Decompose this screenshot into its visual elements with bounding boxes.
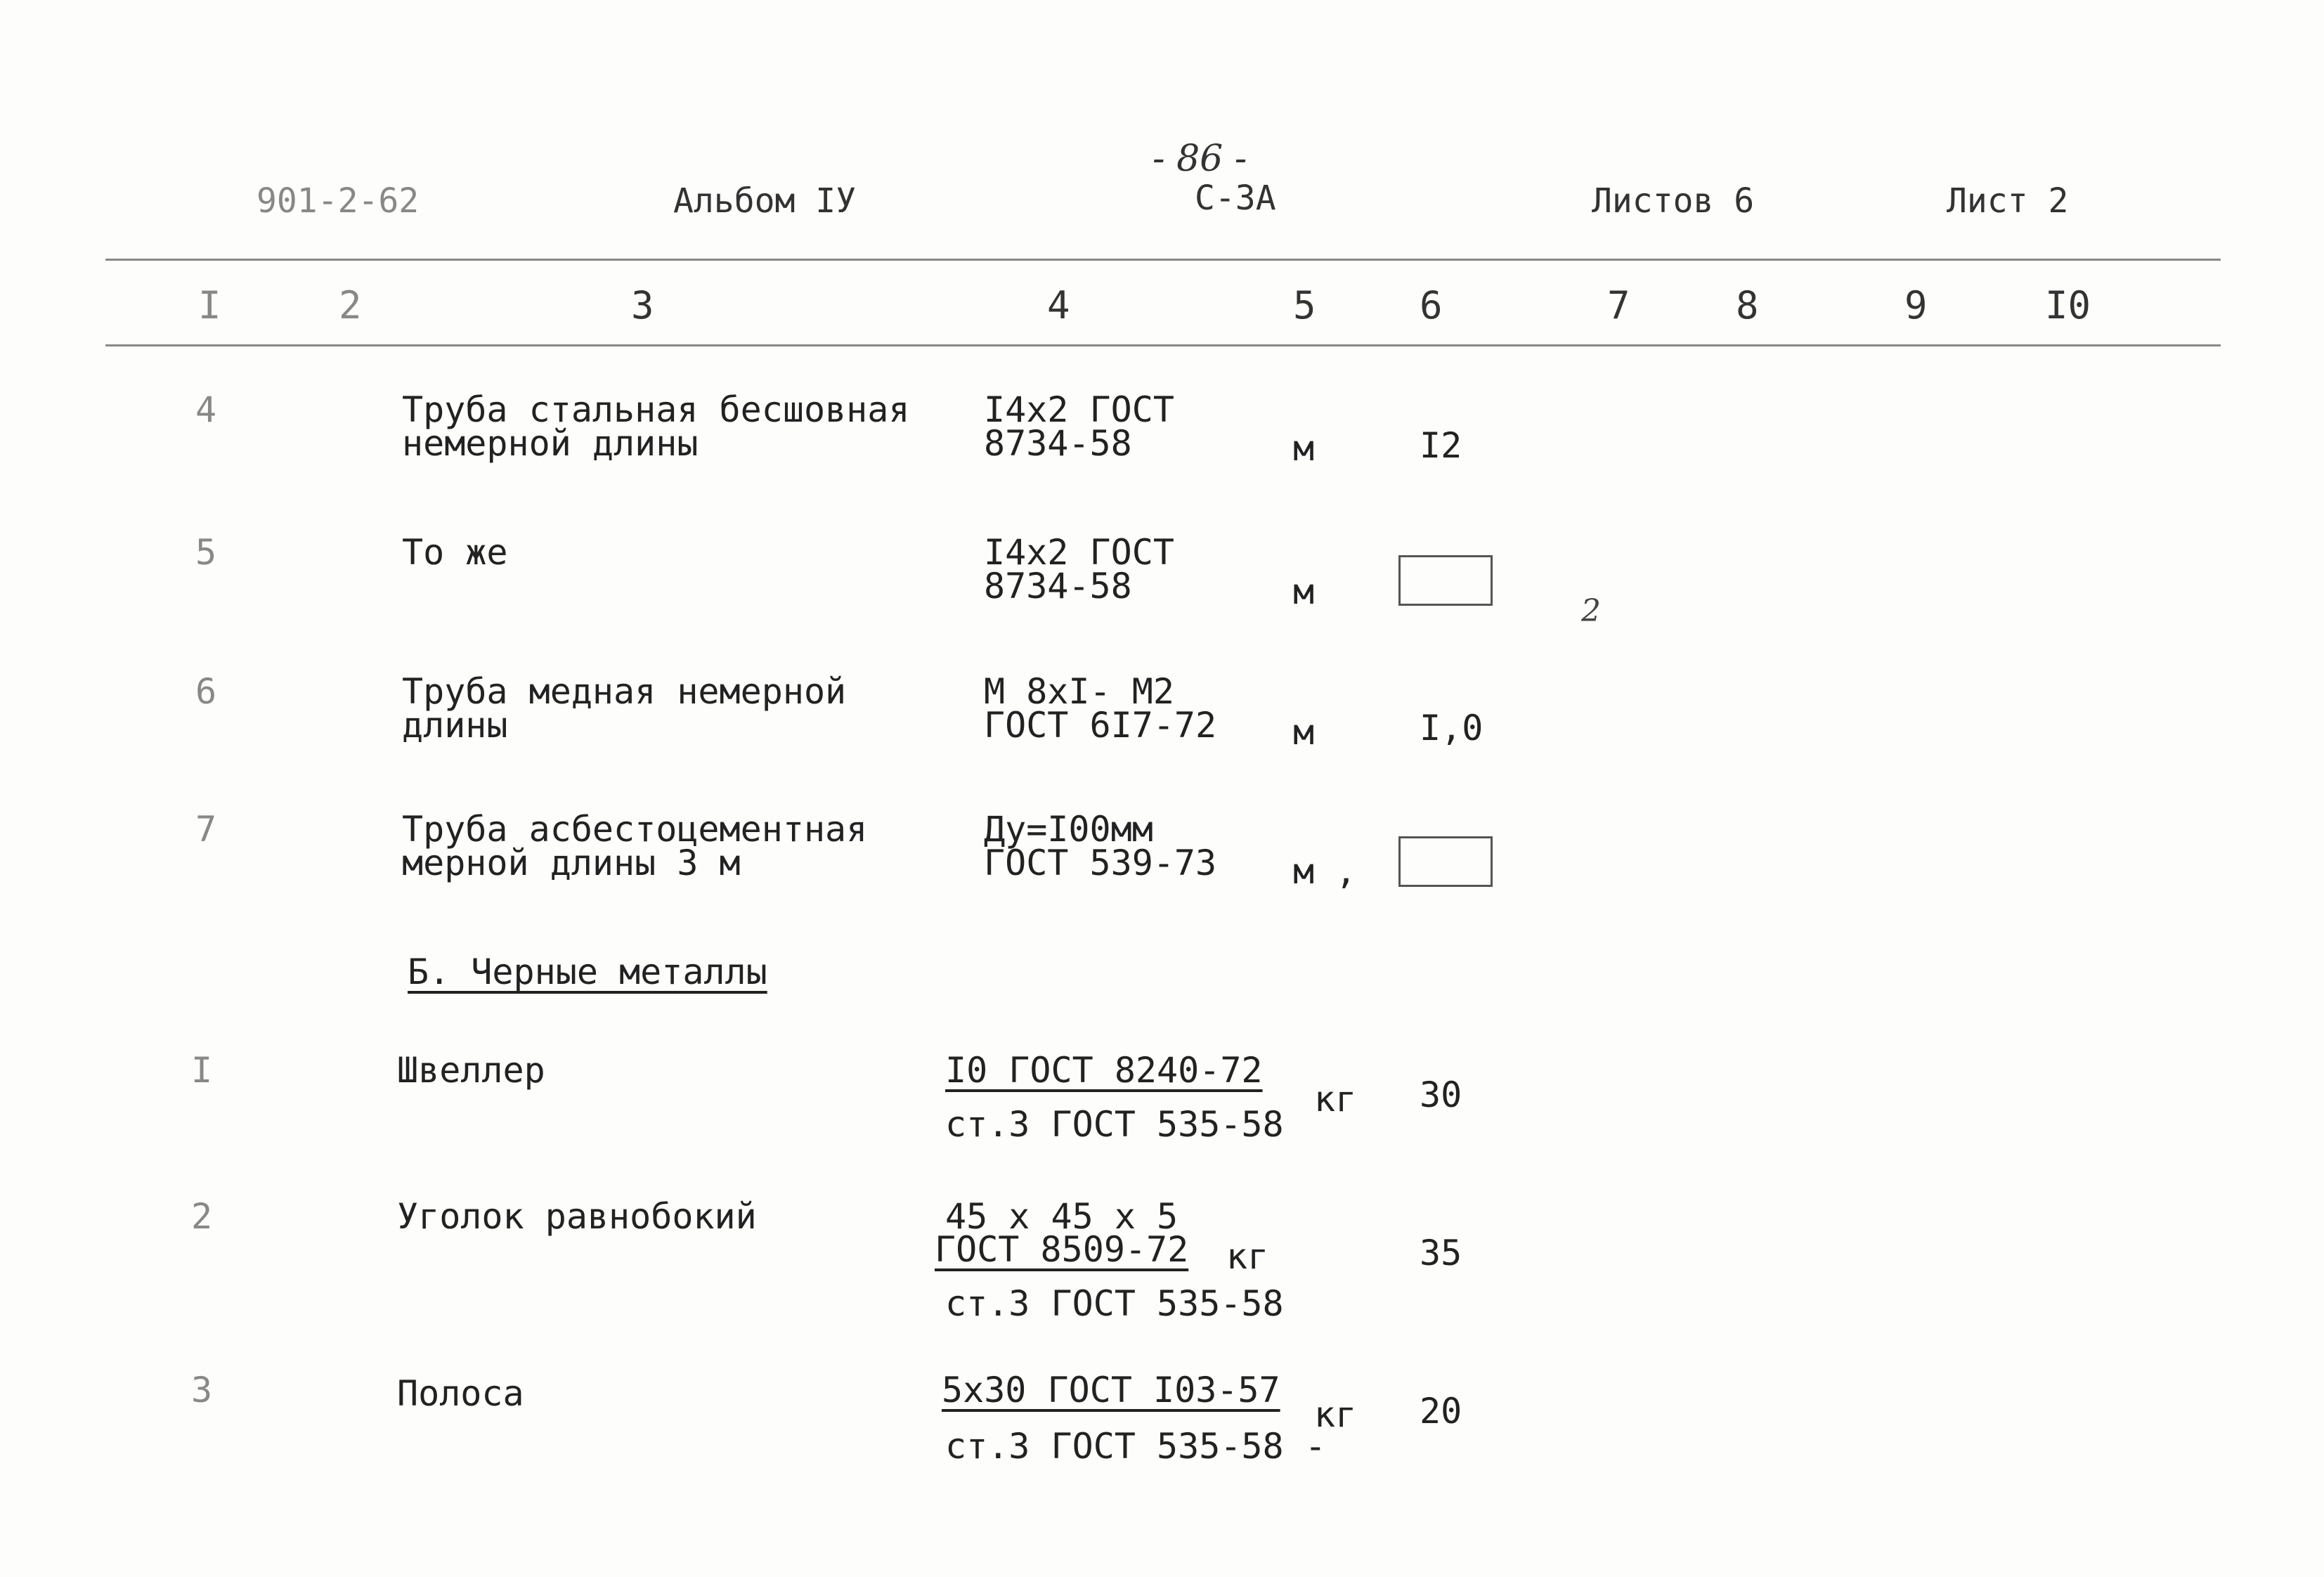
item-spec-line2: ст.3 ГОСТ 535-58 [945, 1283, 1284, 1324]
row-number: 3 [191, 1370, 213, 1410]
row-number: 5 [195, 532, 217, 573]
item-spec-line1: Ду=I00мм [984, 809, 1153, 850]
item-unit: м [1293, 571, 1315, 612]
column-header-6: 6 [1420, 283, 1443, 327]
item-quantity: I,0 [1420, 708, 1484, 748]
handwritten-mark: 2 [1581, 593, 1601, 629]
column-header-3: 3 [631, 283, 654, 327]
row-number: I [191, 1050, 213, 1091]
column-header-2: 2 [339, 283, 362, 327]
item-spec-line2: 8734-58 [984, 566, 1132, 606]
column-header-5: 5 [1293, 283, 1316, 327]
item-unit: м [1293, 712, 1315, 753]
item-spec-line1: М 8xI- М2 [984, 671, 1174, 712]
item-spec-line1: 5x30 ГОСТ I03-57 [942, 1370, 1280, 1410]
item-spec-line2: ст.3 ГОСТ 535-58 - [945, 1426, 1326, 1467]
item-spec-line1: ГОСТ 8509-72 [935, 1229, 1189, 1270]
column-header-8: 8 [1736, 283, 1759, 327]
page-number: - 86 - [1153, 138, 1247, 180]
column-header-10: I0 [2045, 283, 2091, 327]
item-spec-line2: ГОСТ 6I7-72 [984, 705, 1217, 746]
header-rule-top [105, 259, 2221, 261]
row-number: 6 [195, 671, 217, 712]
sheet-code: С-ЗА [1195, 179, 1276, 218]
item-name-line1: То же [402, 532, 508, 573]
item-unit: кг [1314, 1394, 1357, 1435]
item-name-line1: Труба стальная бесшовная [402, 389, 910, 430]
item-name: Швеллер [397, 1050, 545, 1091]
row-number: 4 [195, 389, 217, 430]
album-label: Альбом IУ [673, 181, 857, 221]
item-quantity: 30 [1420, 1075, 1462, 1115]
item-name: Уголок равнобокий [397, 1196, 757, 1237]
header-rule-bottom [105, 344, 2221, 346]
row-number: 7 [195, 809, 217, 850]
item-quantity: 35 [1420, 1233, 1462, 1273]
column-header-1: I [198, 283, 221, 327]
sheet-number: Лист 2 [1947, 181, 2069, 221]
item-unit: м , [1293, 851, 1357, 892]
item-spec-line1: I4x2 ГОСТ [984, 532, 1174, 573]
item-name-line2: немерной длины [402, 423, 699, 464]
empty-quantity-box [1398, 836, 1493, 887]
item-spec-line2: ГОСТ 539-73 [984, 843, 1217, 883]
item-quantity: 20 [1420, 1391, 1462, 1432]
item-unit: м [1293, 428, 1315, 469]
item-spec-line2: ст.3 ГОСТ 535-58 [945, 1104, 1284, 1145]
document-code: 901-2-62 [257, 181, 420, 221]
item-name-line2: мерной длины 3 м [402, 843, 741, 883]
item-spec-line2: 8734-58 [984, 423, 1132, 464]
item-spec-line0: 45 x 45 x 5 [945, 1196, 1179, 1237]
empty-quantity-box [1398, 555, 1493, 606]
section-title: Б. Черные металлы [408, 952, 767, 992]
column-header-7: 7 [1607, 283, 1630, 327]
column-header-4: 4 [1047, 283, 1070, 327]
item-name-line1: Труба медная немерной [402, 671, 847, 712]
item-name-line1: Труба асбестоцементная [402, 809, 868, 850]
item-name: Полоса [397, 1373, 524, 1414]
column-header-9: 9 [1904, 283, 1928, 327]
row-number: 2 [191, 1196, 213, 1237]
item-spec-line1: I4x2 ГОСТ [984, 389, 1174, 430]
sheets-total: Листов 6 [1592, 181, 1755, 221]
item-name-line2: длины [402, 705, 508, 746]
item-unit: кг [1314, 1079, 1357, 1120]
item-unit: кг [1226, 1236, 1269, 1277]
item-spec-line1: I0 ГОСТ 8240-72 [945, 1050, 1263, 1091]
item-quantity: I2 [1420, 425, 1462, 466]
